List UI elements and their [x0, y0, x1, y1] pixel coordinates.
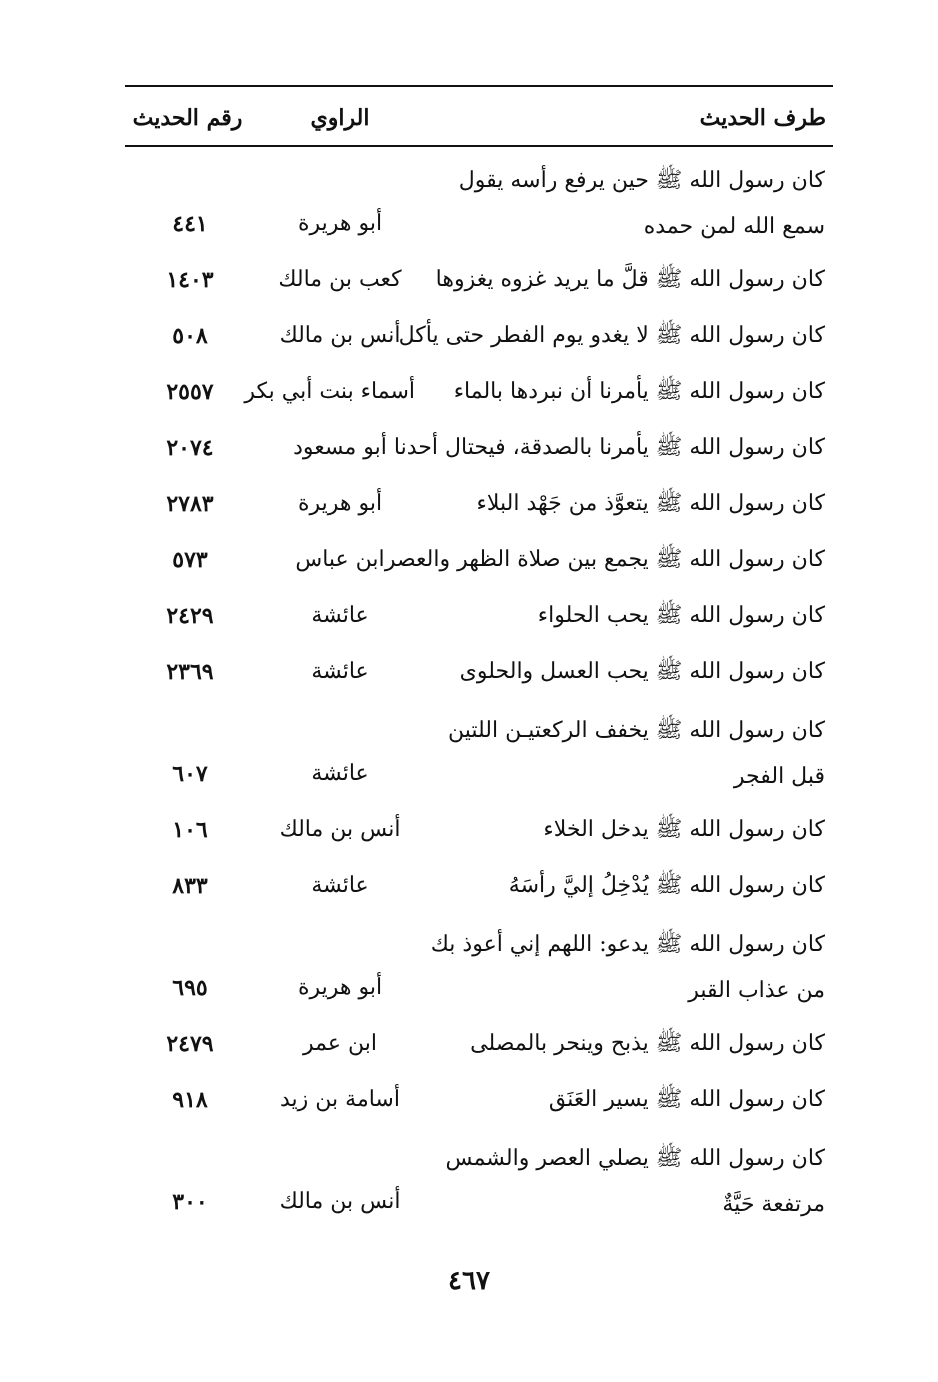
table-row [125, 150, 833, 252]
hadith-number: ٩١٨ [172, 1087, 208, 1113]
page-number: ٤٦٧ [448, 1266, 490, 1296]
hadith-number: ١٠٦ [172, 817, 208, 843]
table-row [125, 364, 833, 420]
table-row [125, 1128, 833, 1230]
hadith-number: ٢٧٨٣ [166, 491, 214, 517]
hadith-number: ٣٠٠ [172, 1189, 208, 1215]
table-row [125, 308, 833, 364]
table-row [125, 532, 833, 588]
hadith-text: كان رسول الله ﷺ يدعو: اللهم إني أعوذ بك من عذاب القبر [430, 932, 825, 1003]
narrator-name: أسماء بنت أبي بكر [244, 379, 415, 404]
header-rule [125, 145, 833, 147]
narrator-name: أنس بن مالك [279, 817, 401, 842]
table-row [125, 1072, 833, 1128]
hadith-text: كان رسول الله ﷺ يصلي العصر والشمس مرتفعة حَيَّةٌ [445, 1146, 825, 1217]
narrator-name: عائشة [311, 603, 369, 628]
hadith-text: كان رسول الله ﷺ حين يرفع رأسه يقول سمع الله لمن حمده [458, 168, 825, 239]
hadith-text: كان رسول الله ﷺ قلَّ ما يريد غزوه يغزوها [435, 267, 825, 292]
hadith-number: ٦٩٥ [172, 975, 208, 1001]
narrator-name: عائشة [311, 761, 369, 786]
hadith-text: كان رسول الله ﷺ لا يغدو يوم الفطر حتى يأكل [398, 323, 825, 348]
hadith-text: كان رسول الله ﷺ يأمرنا بالصدقة، فيحتال أحدنا [393, 435, 825, 460]
top-rule [125, 85, 833, 87]
table-row [125, 700, 833, 802]
hadith-text: كان رسول الله ﷺ يخفف الركعتيـن اللتين قبل الفجر [447, 718, 825, 789]
narrator-name: أبو هريرة [297, 975, 383, 1000]
narrator-name: أنس بن مالك [279, 1189, 401, 1214]
hadith-text: كان رسول الله ﷺ يتعوَّذ من جَهْد البلاء [476, 491, 825, 516]
hadith-number: ٥٧٣ [172, 547, 208, 573]
hadith-index-table [125, 150, 833, 1230]
table-row [125, 588, 833, 644]
hadith-text: كان رسول الله ﷺ يُدْخِلُ إليَّ رأسَهُ [508, 873, 825, 898]
header-number-label: رقم الحديث [132, 105, 243, 131]
hadith-number: ٢٤٧٩ [166, 1031, 214, 1057]
table-row [125, 476, 833, 532]
hadith-number: ٦٠٧ [172, 761, 208, 787]
hadith-text: كان رسول الله ﷺ يأمرنا أن نبردها بالماء [453, 379, 825, 404]
hadith-number: ٥٠٨ [172, 323, 208, 349]
hadith-number: ٢٣٦٩ [166, 659, 214, 685]
narrator-name: أنس بن مالك [279, 323, 401, 348]
hadith-number: ٢٤٢٩ [166, 603, 214, 629]
table-row [125, 1016, 833, 1072]
hadith-number: ٢٠٧٤ [166, 435, 214, 461]
header-hadith-label: طرف الحديث [699, 105, 826, 131]
narrator-name: أبو مسعود [293, 435, 387, 460]
narrator-name: ابن عمر [303, 1031, 377, 1056]
hadith-number: ١٤٠٣ [166, 267, 214, 293]
hadith-text: كان رسول الله ﷺ يذبح وينحر بالمصلى [470, 1031, 825, 1056]
hadith-number: ٨٣٣ [172, 873, 208, 899]
narrator-name: عائشة [311, 659, 369, 684]
table-row [125, 858, 833, 914]
hadith-text: كان رسول الله ﷺ يحب العسل والحلوى [459, 659, 825, 684]
header-narrator-label: الراوي [310, 105, 370, 131]
hadith-text: كان رسول الله ﷺ يدخل الخلاء [543, 817, 825, 842]
table-row [125, 802, 833, 858]
narrator-name: كعب بن مالك [278, 267, 402, 292]
hadith-number: ٢٥٥٧ [166, 379, 214, 405]
table-row [125, 420, 833, 476]
hadith-text: كان رسول الله ﷺ يجمع بين صلاة الظهر والعصر [384, 547, 825, 572]
table-row [125, 914, 833, 1016]
narrator-name: أبو هريرة [297, 211, 383, 236]
table-row [125, 252, 833, 308]
narrator-name: ابن عباس [295, 547, 385, 572]
hadith-text: كان رسول الله ﷺ يسير العَنَق [548, 1087, 825, 1112]
table-row [125, 644, 833, 700]
hadith-number: ٤٤١ [172, 211, 208, 237]
narrator-name: أسامة بن زيد [280, 1087, 400, 1112]
hadith-text: كان رسول الله ﷺ يحب الحلواء [537, 603, 825, 628]
narrator-name: أبو هريرة [297, 491, 383, 516]
narrator-name: عائشة [311, 873, 369, 898]
